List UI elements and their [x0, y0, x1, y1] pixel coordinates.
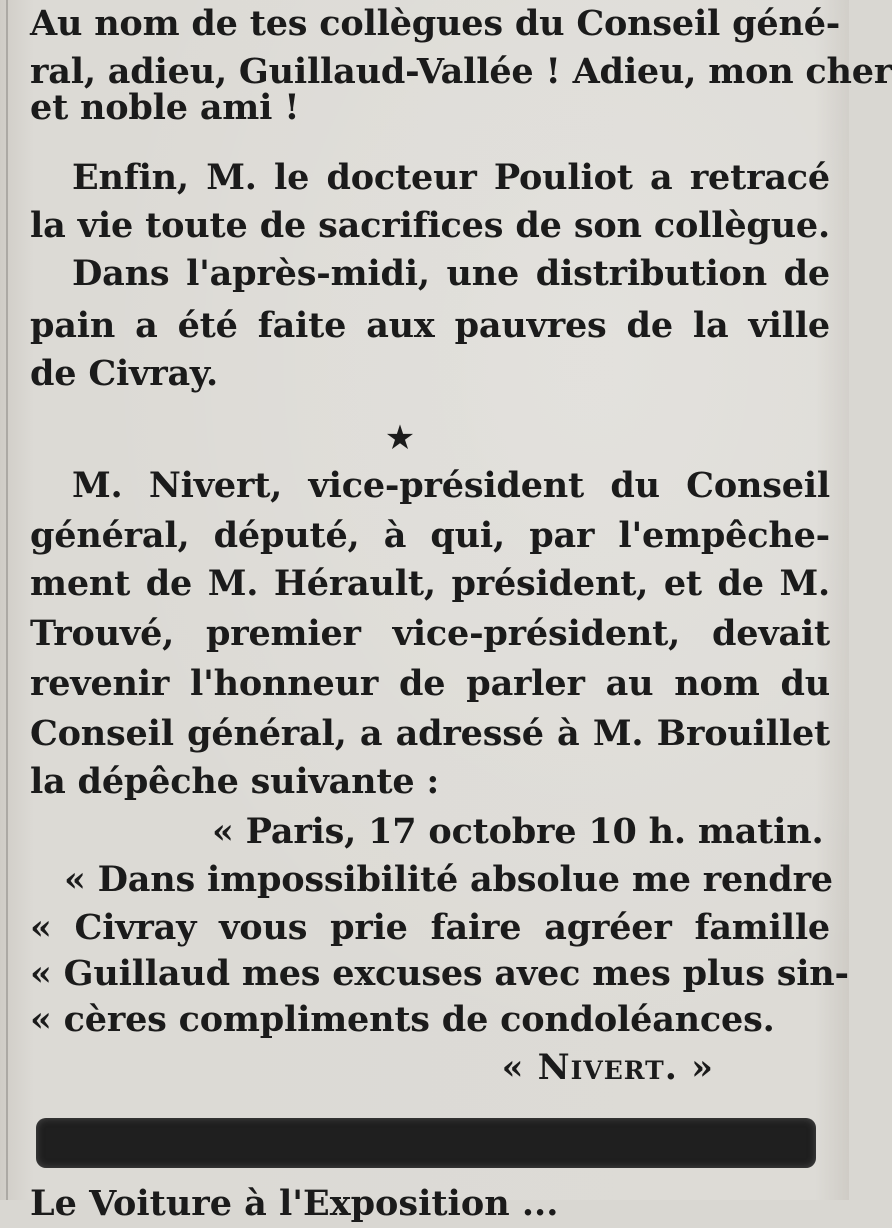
text-line: M. Nivert, vice-président du Conseil	[72, 465, 830, 506]
text-line: la dépêche suivante :	[30, 761, 440, 802]
text-line: Conseil général, a adressé à M. Brouillet	[30, 713, 830, 754]
telegram-line: « cères compliments de condoléances.	[30, 999, 775, 1040]
text-line: général, député, à qui, par l'empêche-	[30, 515, 830, 556]
text-line: ment de M. Hérault, président, et de M.	[30, 563, 830, 604]
section-separator-star-icon: ★	[384, 418, 416, 458]
text-line: Dans l'après-midi, une distribution de	[72, 253, 830, 294]
text-line: la vie toute de sacrifices de son collègue.	[30, 205, 830, 246]
telegram-line: « Guillaud mes excuses avec mes plus sin-	[30, 953, 849, 994]
telegram-line: « Dans impossibilité absolue me rendre	[64, 859, 833, 900]
next-headline-partial: Le Voiture à l'Exposition ...	[30, 1183, 559, 1224]
text-line: revenir l'honneur de parler au nom du	[30, 663, 830, 704]
section-divider-bar	[36, 1118, 816, 1168]
telegram-line: « Civray vous prie faire agréer famille	[30, 907, 830, 948]
text-line: Trouvé, premier vice-président, devait	[30, 613, 830, 654]
text-line: Au nom de tes collègues du Conseil géné-	[30, 3, 841, 44]
text-line: et noble ami !	[30, 87, 300, 128]
text-line: de Civray.	[30, 353, 219, 394]
telegram-dateline: « Paris, 17 octobre 10 h. matin.	[212, 811, 824, 852]
text-line: Enfin, M. le docteur Pouliot a retracé	[72, 157, 830, 198]
telegram-signature: « Nivert. »	[501, 1047, 714, 1088]
text-line: pain a été faite aux pauvres de la ville	[30, 305, 830, 346]
column-rule	[6, 0, 8, 1200]
text-line: ral, adieu, Guillaud-Vallée ! Adieu, mon cher	[30, 51, 892, 92]
